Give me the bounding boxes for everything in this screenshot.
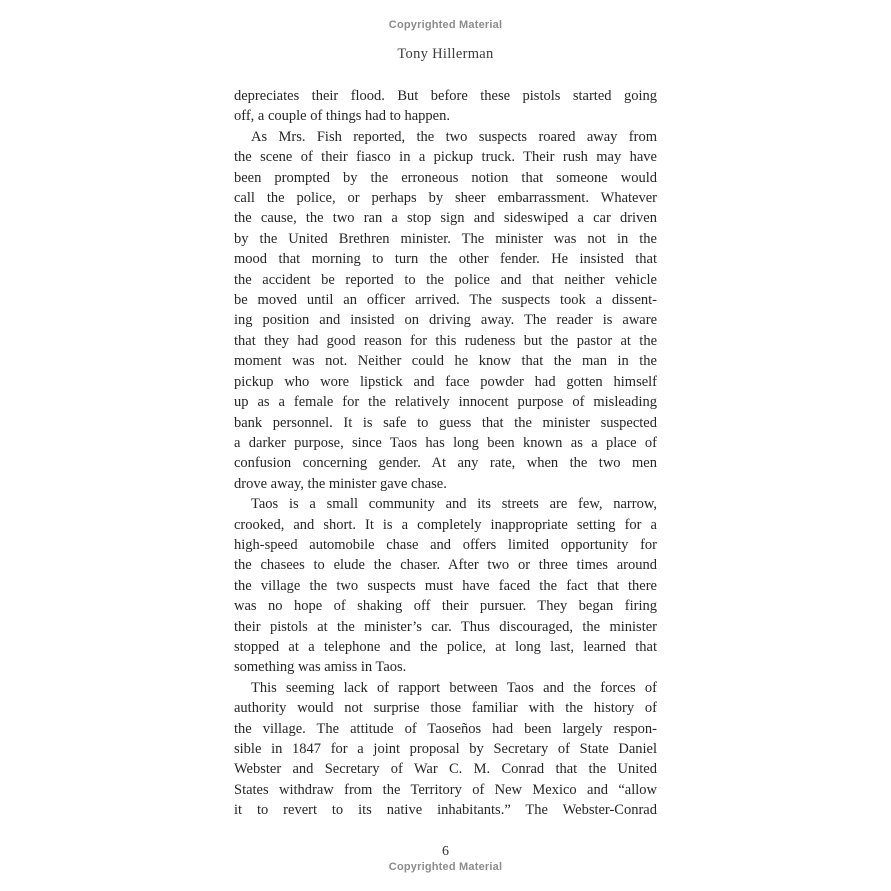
text-line: the chasees to elude the chaser. After two or three times around [234,557,657,574]
body-text [234,86,657,821]
text-line: up as a female for the relatively innocent purpose of misleading [234,394,657,411]
text-line: the accident be reported to the police and that neither vehicle [234,271,657,288]
text-line: call the police, or perhaps by sheer embarrassment. Whatever [234,190,657,207]
text-line: been prompted by the erroneous notion that someone would [234,169,657,186]
text-line: bank personnel. It is safe to guess that the minister suspected [234,414,657,431]
paragraph [234,86,657,127]
text-line: confusion concerning gender. At any rate, when the two men [234,455,657,472]
text-line: This seeming lack of rapport between Taos and the forces of [251,679,657,696]
paragraph [234,678,657,821]
text-line: As Mrs. Fish reported, the two suspects roared away from [251,128,657,145]
text-line: the scene of their fiasco in a pickup truck. Their rush may have [234,149,657,166]
text-line: be moved until an officer arrived. The suspects took a dissent- [234,292,657,309]
text-line: that they had good reason for this rudeness but the pastor at the [234,332,657,349]
paragraph [234,494,657,678]
text-line: sible in 1847 for a joint proposal by Secretary of State Daniel [234,741,657,757]
copyright-notice-top: Copyrighted Material [388,19,503,31]
text-line: drove away, the minister gave chase. [234,475,447,492]
text-line: depreciates their flood. But before these pistols started going [234,88,657,104]
text-line: by the United Brethren minister. The minister was not in the [234,230,657,247]
text-line: authority would not surprise those familiar with the history of [234,700,657,717]
text-line: stopped at a telephone and the police, at long last, learned that [234,638,657,655]
text-line: the cause, the two ran a stop sign and sideswiped a car driven [234,210,657,227]
text-line: a darker purpose, since Taos has long been known as a place of [234,434,657,451]
copyright-notice-bottom: Copyrighted Material [388,861,503,873]
text-line: Taos is a small community and its streets are few, narrow, [251,496,657,513]
text-line: crooked, and short. It is a completely inappropriate setting for a [234,516,657,533]
running-header-author: Tony Hillerman [397,46,494,62]
text-line: something was amiss in Taos. [234,659,407,676]
text-line: the village. The attitude of Taoseños had been largely respon- [234,720,657,737]
text-line: was no hope of shaking off their pursuer. They began firing [234,598,657,615]
text-line: mood that morning to turn the other fender. He insisted that [234,251,657,268]
text-line: ing position and insisted on driving away. The reader is aware [234,312,657,329]
text-line: the village the two suspects must have faced the fact that there [234,577,657,594]
page-number: 6 [442,844,449,859]
text-line: their pistols at the minister’s car. Thus discouraged, the minister [234,618,657,635]
text-line: pickup who wore lipstick and face powder had gotten himself [234,373,657,390]
text-line: Webster and Secretary of War C. M. Conrad that the United [234,761,657,778]
text-line: it to revert to its native inhabitants.” The Webster-Conrad [234,802,657,819]
paragraph [234,127,657,494]
text-line: moment was not. Neither could he know that the man in the [234,353,657,370]
text-line: off, a couple of things had to happen. [234,108,450,125]
text-line: high-speed automobile chase and offers limited opportunity for [234,536,657,553]
text-line: States withdraw from the Territory of New Mexico and “allow [234,781,657,798]
